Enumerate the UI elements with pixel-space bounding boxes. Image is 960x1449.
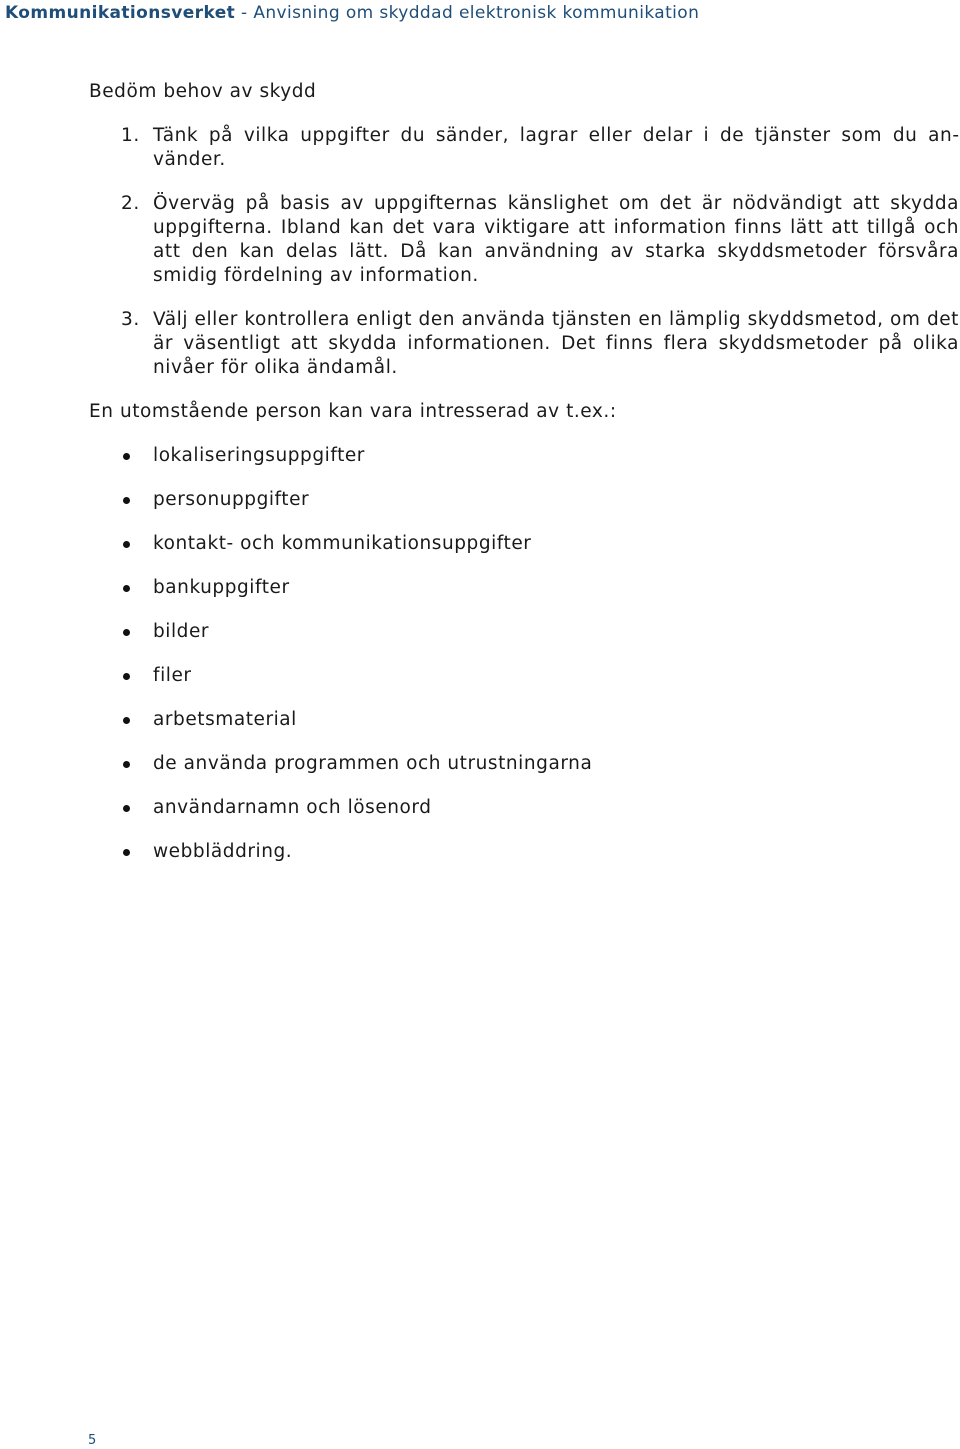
bullet-icon — [123, 497, 130, 504]
list-item-text: arbetsmaterial — [153, 709, 297, 730]
bullet-icon — [123, 541, 130, 548]
step-number: 2. — [121, 193, 140, 214]
list-item — [89, 840, 959, 864]
bullet-icon — [123, 717, 130, 724]
step-number: 1. — [121, 125, 140, 146]
bullet-icon — [123, 805, 130, 812]
step-text: Välj eller kontrollera enligt den använda tjänsten en lämplig skyddsmetod, om det är väsentligt att skydda informationen. Det finns flera skyddsmetoder på olika nivåer för olika ändamål. — [153, 309, 959, 378]
section-title: Bedöm behov av skydd — [89, 81, 317, 102]
list-item-text: de använda programmen och utrustningarna — [153, 753, 593, 774]
list-item — [89, 708, 959, 732]
list-item — [89, 576, 959, 600]
list-item-text: bilder — [153, 621, 210, 642]
bullet-icon — [123, 673, 130, 680]
steps-list — [89, 124, 959, 380]
examples-list — [89, 444, 959, 864]
header-organization: Kommunikationsverket — [5, 3, 236, 23]
step-item — [89, 192, 959, 288]
bullet-icon — [123, 629, 130, 636]
list-item — [89, 444, 959, 468]
step-item — [89, 308, 959, 380]
step-item — [89, 124, 959, 172]
bullet-icon — [123, 453, 130, 460]
list-item-text: webbläddring. — [153, 841, 293, 862]
list-item — [89, 664, 959, 688]
document-body — [89, 80, 959, 884]
bullet-icon — [123, 585, 130, 592]
examples-intro: En utomstående person kan vara intresserad av t.ex.: — [89, 401, 617, 422]
list-item-text: personuppgifter — [153, 489, 310, 510]
list-item-text: lokaliseringsuppgifter — [153, 445, 365, 466]
step-text: Överväg på basis av uppgifternas känslighet om det är nödvändigt att skydda uppgifterna. Ibland kan det vara viktigare att information finns lätt att tillgå och att den kan delas lätt. Då kan användning av starka skyddsmetoder försvåra smidig fördelning av information. — [153, 193, 959, 286]
list-item — [89, 532, 959, 556]
list-item-text: användarnamn och lösenord — [153, 797, 432, 818]
list-item — [89, 796, 959, 820]
bullet-icon — [123, 849, 130, 856]
list-item — [89, 752, 959, 776]
step-text: Tänk på vilka uppgifter du sänder, lagrar eller delar i de tjänster som du använder. — [153, 125, 959, 170]
list-item — [89, 488, 959, 512]
list-item-text: kontakt- och kommunikationsuppgifter — [153, 533, 532, 554]
bullet-icon — [123, 761, 130, 768]
header-separator: - — [235, 3, 254, 23]
running-header — [5, 3, 699, 23]
header-document-title: Anvisning om skyddad elektronisk kommunikation — [253, 3, 700, 23]
step-number: 3. — [121, 309, 140, 330]
list-item — [89, 620, 959, 644]
list-item-text: filer — [153, 665, 192, 686]
page-number: 5 — [88, 1433, 97, 1448]
list-item-text: bankuppgifter — [153, 577, 290, 598]
